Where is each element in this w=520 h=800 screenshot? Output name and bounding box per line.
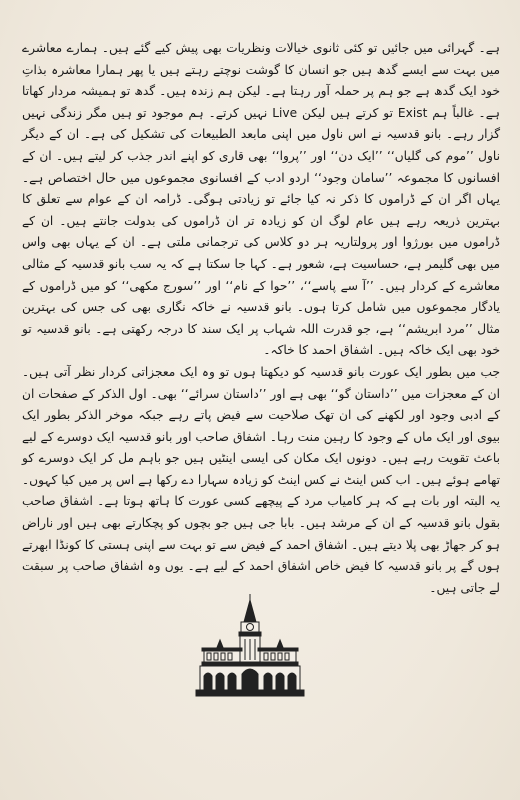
clock-tower-building-icon — [194, 592, 306, 702]
article-text — [22, 38, 500, 599]
paragraph-1: ہے۔ گہرائی میں جائیں تو کئی ثانوی خیالات ونظریات بھی پیش کیے گئے ہیں۔ ہمارے معاشرے میں بہت سے ایسے گدھ ہیں جو انسان کا گوشت نوچتے رہتے ہیں یا پھر ہمارا معاشرہ بذاتِ خود ایک گدھ ہے جو ہم پر حملہ آور رہتا ہے۔ لیکن ہم زندہ ہیں۔ گدھ تو ہمیشہ مردار کھاتا ہے۔ غالباً ہم Exist تو کرتے ہیں لیکن Live نہیں کرتے۔ ہم موجود تو ہیں مگر زندگی نہیں گزار رہے۔ بانو قدسیہ نے اس ناول میں اپنی مابعد الطبیعات کی تشکیل کی ہے۔ ان کے دیگر ناول ’’موم کی گلیاں‘‘ ’’ایک دن‘‘ اور ’’پروا‘‘ بھی قاری کو اپنے اندر جذب کر لیتے ہیں۔ ان کے افسانوں کا مجموعہ ’’سامان وجود‘‘ اردو ادب کے افسانوی مجموعوں میں حال اختصاص ہے۔ یہاں اگر ان کے ڈراموں کا ذکر نہ کیا جائے تو زیادتی ہوگی۔ ڈرامہ ان کے عوام سے تعلق کا بہترین ذریعہ رہے ہیں عام لوگ ان کو زیادہ تر ان ڈراموں کی بدولت جانتے ہیں۔ ان کے ڈراموں میں بورژوا اور پرولتاریہ ہر دو کلاس کی ترجمانی ملتی ہے۔ ان کے یہاں بھی واس میں بھی گلیمر ہے، حساسیت ہے، شعور ہے۔ کہا جا سکتا ہے کہ یہ سب بانو قدسیہ کے مثالی معاشرے کے کردار ہیں۔ ’’آ سے پاسے‘‘، ’’حوا کے نام‘‘ اور ’’سورج مکھی‘‘ کو میں ڈراموں کے یادگار مجموعوں میں شامل کرتا ہوں۔ بانو قدسیہ نے خاکہ نگاری بھی کی جس کی بہترین مثال ’’مرد ابریشم‘‘ ہے، جو قدرت اللہ شہاب پر ایک سند کا درجہ رکھتی ہے۔ بانو قدسیہ تو خود بھی ایک خاکہ ہیں۔ اشفاق احمد کا خاکہ۔ — [22, 41, 500, 358]
paragraph-2: جب میں بطور ایک عورت بانو قدسیہ کو دیکھتا ہوں تو وہ ایک معجزاتی کردار نظر آتی ہیں۔ ان کے معجزات میں ’’داستان گو‘‘ بھی ہے اور ’’داستان سرائے‘‘ بھی۔ اول الذکر کے صفحات ان کے ادبی وجود اور لکھنے کی ان تھک صلاحیت سے فیض پاتے رہے جبکہ موخر الذکر بطور ایک بیوی اور ایک ماں کے وجود کا رہین منت رہا۔ اشفاق صاحب اور بانو قدسیہ ایک دوسرے کے لیے باعث تقویت رہے ہیں۔ دونوں ایک مکان کی ایسی اینٹیں ہیں جو باہم مل کر ایک دوسرے کو تھامے ہوئے ہیں۔ اب کس اینٹ نے کس اینٹ کو زیادہ سہارا دے رکھا ہے اس پر میں کیا کہوں۔ یہ البتہ اور بات ہے کہ ہر کامیاب مرد کے پیچھے کسی عورت کا ہاتھ ہوتا ہے۔ اشفاق صاحب بقول بانو قدسیہ کے ان کے مرشد ہیں۔ بابا جی ہیں جو بچوں کو پچکارتے بھی ہیں اور ناراض ہو کر جھاڑ بھی پلا دیتے ہیں۔ اشفاق احمد کے فیض سے تو بہت سے اپنی ہستی کا کونڈا ابھرتے ہوں گے پر بانو قدسیہ کا فیض خاص اشفاق احمد کے لیے ہے۔ یوں وہ اشفاق صاحب پر سبقت لے جاتی ہیں۔ — [22, 364, 500, 595]
